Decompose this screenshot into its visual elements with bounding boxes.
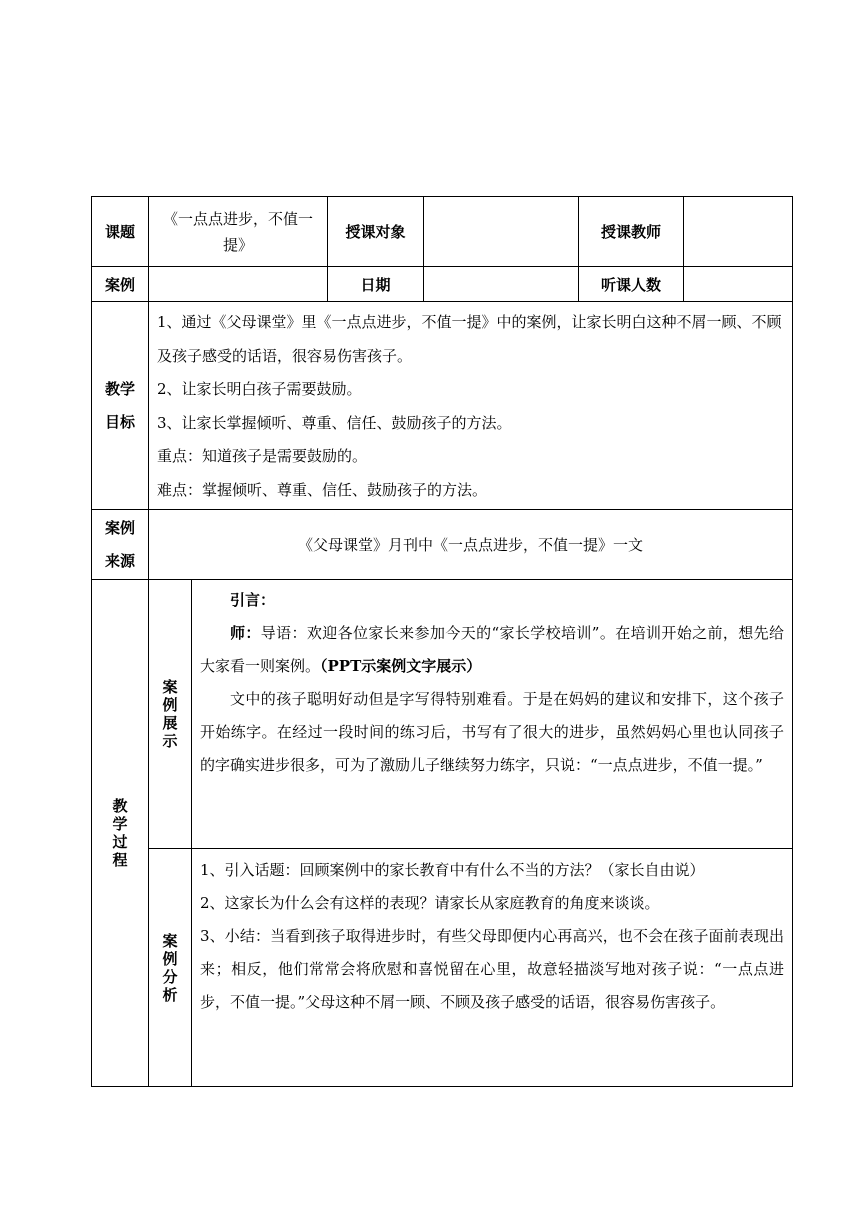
- case-display-label: [149, 580, 192, 849]
- process-label-char: 学: [112, 815, 128, 833]
- ppt-note: （PPT示案例文字展示）: [320, 657, 482, 675]
- case-story-paragraph: 文中的孩子聪明好动但是字写得特别难看。于是在妈妈的建议和安排下，这个孩子开始练字。在经过一段时间的练习后，书写有了很大的进步，虽然妈妈心里也认同孩子的字确实进步很多，可为了激励儿子继续努力练字，只说：“一点点进步，不值一提。”: [200, 690, 785, 774]
- case-display-content: [192, 580, 793, 849]
- teacher-label: 师：: [230, 624, 261, 642]
- audience-label: 授课对象: [328, 197, 424, 267]
- attendees-value: [684, 267, 793, 302]
- process-label-char: 过: [112, 833, 128, 851]
- topic-value: 《一点点进步，不值一提》: [149, 197, 328, 267]
- goals-label-line2: 目标: [104, 412, 135, 431]
- goals-content: [149, 302, 793, 510]
- topic-label: 课题: [92, 197, 149, 267]
- goal-item-2: 2、让家长明白孩子需要鼓励。: [157, 380, 362, 398]
- goal-item-3: 3、让家长掌握倾听、尊重、信任、鼓励孩子的方法。: [157, 413, 512, 432]
- source-text: 《父母课堂》月刊中《一点点进步，不值一提》一文: [149, 510, 793, 580]
- case-analysis-content: [192, 849, 793, 1087]
- case-analysis-label: [149, 849, 192, 1087]
- intro-heading: 引言：: [230, 591, 276, 609]
- goals-label: [92, 302, 149, 510]
- date-label: 日期: [328, 267, 424, 302]
- analysis-item-1: 1、引入话题：回顾案例中的家长教育中有什么不当的方法？（家长自由说）: [200, 861, 705, 879]
- goal-item-1: 1、通过《父母课堂》里《一点点进步，不值一提》中的案例，让家长明白这种不屑一顾、不顾及孩子感受的话语，很容易伤害孩子。: [157, 313, 782, 365]
- source-label-line2: 来源: [104, 551, 135, 570]
- attendees-label: 听课人数: [579, 267, 684, 302]
- intro-paragraph: 导语：欢迎各位家长来参加今天的“家长学校培训”。在培训开始之前，想先给大家看一则案例。: [200, 624, 785, 675]
- teacher-value: [684, 197, 793, 267]
- date-value: [424, 267, 579, 302]
- case-analysis-label-char: 案: [162, 931, 178, 950]
- source-label-line1: 案例: [104, 518, 135, 537]
- header-row-1: [92, 197, 793, 267]
- source-row: [92, 510, 793, 580]
- header-row-2: [92, 267, 793, 302]
- audience-value: [424, 197, 579, 267]
- teacher-label: 授课教师: [579, 197, 684, 267]
- source-label: [92, 510, 149, 580]
- case-analysis-label-char: 分: [162, 967, 178, 986]
- case-display-label-char: 展: [162, 714, 178, 732]
- analysis-summary: 3、小结：当看到孩子取得进步时，有些父母即便内心再高兴，也不会在孩子面前表现出来；相反，他们常常会将欣慰和喜悦留在心里，故意轻描淡写地对孩子说：“一点点进步，不值一提。”父母这种不屑一顾、不顾及孩子感受的话语，很容易伤害孩子。: [200, 927, 785, 1011]
- goals-row: [92, 302, 793, 510]
- case-display-label-char: 示: [162, 732, 178, 750]
- process-label-char: 教: [112, 797, 128, 815]
- analysis-item-2: 2、这家长为什么会有这样的表现？请家长从家庭教育的角度来谈谈。: [200, 894, 660, 912]
- case-analysis-label-char: 例: [162, 949, 178, 968]
- goal-difficult-point: 难点：掌握倾听、尊重、信任、鼓励孩子的方法。: [157, 480, 488, 499]
- case-display-label-char: 例: [162, 696, 178, 714]
- case-analysis-label-char: 析: [162, 985, 178, 1004]
- lesson-plan-sheet: [91, 196, 792, 1087]
- case-label: 案例: [92, 267, 149, 302]
- case-analysis-row: [92, 849, 793, 1087]
- process-label-char: 程: [112, 851, 128, 869]
- goal-key-point: 重点：知道孩子是需要鼓励的。: [157, 447, 368, 465]
- goals-label-line1: 教学: [104, 379, 135, 398]
- case-display-row: [92, 580, 793, 849]
- process-label: [92, 580, 149, 1087]
- case-value: [149, 267, 328, 302]
- case-display-label-char: 案: [162, 678, 178, 696]
- lesson-plan-table: [91, 196, 793, 1087]
